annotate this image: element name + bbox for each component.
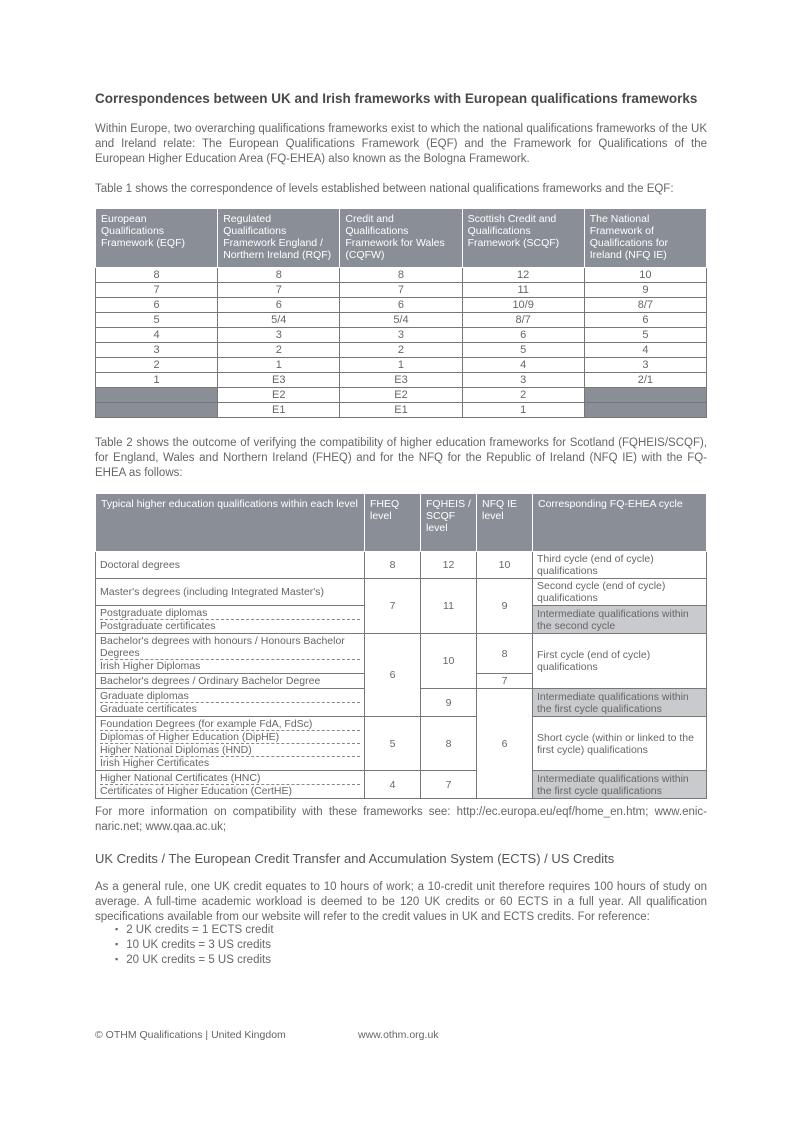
qualification-cell (96, 579, 365, 606)
table-row (96, 343, 707, 358)
qualification-item: Master's degrees (including Integrated Master's) (100, 586, 325, 598)
table-cell (584, 388, 706, 403)
table-row (96, 283, 707, 298)
qualification-cell (96, 606, 365, 634)
nfq-cell: 7 (477, 674, 533, 689)
qualification-cell (96, 552, 365, 579)
table-cell: 4 (462, 358, 584, 373)
nfq-cell: 10 (477, 552, 533, 579)
qualification-item: Graduate diplomas (100, 690, 189, 702)
table-row (96, 403, 707, 418)
table-cell: 1 (340, 358, 462, 373)
table-cell: 7 (340, 283, 462, 298)
table-header-row (96, 209, 707, 268)
table-cell: 4 (96, 328, 218, 343)
table-cell: 2/1 (584, 373, 706, 388)
credits-paragraph: As a general rule, one UK credit equates to 10 hours of work; a 10-credit unit therefore requires 100 hours of study on average. A full-time academic workload is deemed to be 120 UK credits or 60 ECTS in a full year. All qualification specifications available from our website will refer to the credit values in UK and ECTS credits. For reference: (95, 881, 707, 923)
qualification-item: Irish Higher Diplomas (100, 659, 360, 672)
table-row (96, 634, 707, 674)
fheq-cell: 7 (365, 579, 421, 634)
fheq-cell: 6 (365, 634, 421, 717)
table-cell: 3 (96, 343, 218, 358)
col-header-nfq: The National Framework of Qualifications for Ireland (NFQ IE) (584, 209, 706, 268)
table-cell: 7 (218, 283, 340, 298)
qualification-item: Higher National Certificates (HNC) (100, 772, 261, 784)
qualification-cell (96, 689, 365, 717)
table-row (96, 717, 707, 771)
table-cell: 10/9 (462, 298, 584, 313)
table-cell: 3 (584, 358, 706, 373)
qualification-item: Diplomas of Higher Education (DipHE) (100, 730, 360, 743)
credits-heading: UK Credits / The European Credit Transfer and Accumulation System (ECTS) / US Credits (95, 851, 615, 866)
qualification-item: Certificates of Higher Education (CertHE) (100, 784, 360, 797)
fheq-cell: 4 (365, 771, 421, 799)
list-item: ▪ 10 UK credits = 3 US credits (115, 938, 274, 953)
table1-intro: Table 1 shows the correspondence of levels established between national qualifications frameworks and the EQF: (95, 183, 674, 195)
table-row (96, 552, 707, 579)
table-cell: 8/7 (584, 298, 706, 313)
scqf-cell: 9 (421, 689, 477, 717)
table-cell: 6 (584, 313, 706, 328)
cycle-cell: Short cycle (within or linked to the first cycle) qualifications (533, 717, 707, 771)
table-cell: E2 (218, 388, 340, 403)
scqf-cell: 8 (421, 717, 477, 771)
footer-copyright: © OTHM Qualifications | United Kingdom (95, 1029, 286, 1041)
table-row (96, 268, 707, 283)
table-cell: 1 (96, 373, 218, 388)
credits-reference-list (115, 923, 274, 968)
nfq-cell: 6 (477, 689, 533, 799)
table-cell: 8 (96, 268, 218, 283)
page-title: Correspondences between UK and Irish frameworks with European qualifications frameworks (95, 91, 698, 106)
qualification-cell (96, 771, 365, 799)
table-cell: E3 (218, 373, 340, 388)
table-cell: E2 (340, 388, 462, 403)
table-cell: 1 (218, 358, 340, 373)
scqf-cell: 7 (421, 771, 477, 799)
col-header-scqf: FQHEIS / SCQF level (421, 494, 477, 552)
table-cell: 4 (584, 343, 706, 358)
col-header-rqf: Regulated Qualifications Framework England / Northern Ireland (RQF) (218, 209, 340, 268)
table-cell: 9 (584, 283, 706, 298)
qualification-item: Postgraduate certificates (100, 619, 360, 632)
cycle-cell: Intermediate qualifications within the first cycle qualifications (533, 689, 707, 717)
qualification-item: Graduate certificates (100, 702, 360, 715)
cycle-cell: Intermediate qualifications within the first cycle qualifications (533, 771, 707, 799)
fheq-cell: 5 (365, 717, 421, 771)
nfq-cell: 9 (477, 579, 533, 634)
table-cell: 8 (340, 268, 462, 283)
table-cell: 2 (218, 343, 340, 358)
nfq-cell: 8 (477, 634, 533, 674)
col-header-cqfw: Credit and Qualifications Framework for Wales (CQFW) (340, 209, 462, 268)
table-row (96, 358, 707, 373)
table-cell (96, 388, 218, 403)
table-cell: 6 (340, 298, 462, 313)
col-header-qualifications: Typical higher education qualifications within each level (96, 494, 365, 552)
table-cell: 5 (584, 328, 706, 343)
scqf-cell: 10 (421, 634, 477, 689)
qualification-item: Irish Higher Certificates (100, 756, 360, 769)
table-cell (584, 403, 706, 418)
list-item: ▪ 20 UK credits = 5 US credits (115, 953, 274, 968)
cycle-cell: Intermediate qualifications within the second cycle (533, 606, 707, 634)
table-cell: 1 (462, 403, 584, 418)
table-cell: 12 (462, 268, 584, 283)
scqf-cell: 11 (421, 579, 477, 634)
table-cell: E1 (218, 403, 340, 418)
table-cell: 10 (584, 268, 706, 283)
qualification-item: Bachelor's degrees / Ordinary Bachelor Degree (100, 675, 321, 687)
qualification-item: Higher National Diplomas (HND) (100, 743, 360, 756)
qualification-item: Bachelor's degrees with honours / Honours Bachelor Degrees (100, 635, 345, 659)
table-row (96, 298, 707, 313)
col-header-nfq: NFQ IE level (477, 494, 533, 552)
table-cell: 8 (218, 268, 340, 283)
table-row (96, 771, 707, 799)
fq-ehea-table (95, 493, 707, 799)
footer-website: www.othm.org.uk (358, 1029, 439, 1041)
more-info-paragraph: For more information on compatibility with these frameworks see: http://ec.europa.eu/eqf/home_en.htm; www.enic-naric.net; www.qaa.ac.uk; (95, 806, 707, 833)
table-cell: E1 (340, 403, 462, 418)
list-item: ▪ 2 UK credits = 1 ECTS credit (115, 923, 274, 938)
table-row (96, 328, 707, 343)
table-cell: 6 (218, 298, 340, 313)
qualification-cell (96, 717, 365, 771)
col-header-scqf: Scottish Credit and Qualifications Framework (SCQF) (462, 209, 584, 268)
table-cell: E3 (340, 373, 462, 388)
table-row (96, 313, 707, 328)
eqf-levels-table (95, 208, 707, 418)
table-cell: 5 (96, 313, 218, 328)
table-cell: 5/4 (340, 313, 462, 328)
table-header-row (96, 494, 707, 552)
cycle-cell: Second cycle (end of cycle) qualifications (533, 579, 707, 606)
table-cell: 2 (340, 343, 462, 358)
fheq-cell: 8 (365, 552, 421, 579)
table-cell: 5/4 (218, 313, 340, 328)
table-row (96, 373, 707, 388)
table-cell: 5 (462, 343, 584, 358)
table-cell: 2 (96, 358, 218, 373)
table-cell: 11 (462, 283, 584, 298)
table-cell: 3 (462, 373, 584, 388)
col-header-cycle: Corresponding FQ-EHEA cycle (533, 494, 707, 552)
qualification-item: Doctoral degrees (100, 559, 180, 571)
table-row (96, 388, 707, 403)
cycle-cell: First cycle (end of cycle) qualifications (533, 634, 707, 689)
table-cell: 8/7 (462, 313, 584, 328)
table-cell: 6 (96, 298, 218, 313)
table-cell: 2 (462, 388, 584, 403)
qualification-item: Foundation Degrees (for example FdA, FdSc) (100, 718, 313, 730)
qualification-cell (96, 674, 365, 689)
scqf-cell: 12 (421, 552, 477, 579)
table-cell: 3 (340, 328, 462, 343)
table-cell: 7 (96, 283, 218, 298)
table2-intro: Table 2 shows the outcome of verifying the compatibility of higher education frameworks for Scotland (FQHEIS/SCQF), for England, Wales and Northern Ireland (FHEQ) and for the NFQ for the Republic of Ireland (NFQ IE) with the FQ-EHEA as follows: (95, 437, 707, 479)
qualification-cell (96, 634, 365, 674)
qualification-item: Postgraduate diplomas (100, 607, 208, 619)
cycle-cell: Third cycle (end of cycle) qualifications (533, 552, 707, 579)
col-header-eqf: European Qualifications Framework (EQF) (96, 209, 218, 268)
table-row (96, 579, 707, 606)
table-cell: 3 (218, 328, 340, 343)
intro-paragraph: Within Europe, two overarching qualifications frameworks exist to which the national qualifications frameworks of the UK and Ireland relate: The European Qualifications Framework (EQF) and the Framework for Qualifications of the European Higher Education Area (FQ-EHEA) also known as the Bologna Framework. (95, 123, 707, 165)
col-header-fheq: FHEQ level (365, 494, 421, 552)
table-cell (96, 403, 218, 418)
table-cell: 6 (462, 328, 584, 343)
